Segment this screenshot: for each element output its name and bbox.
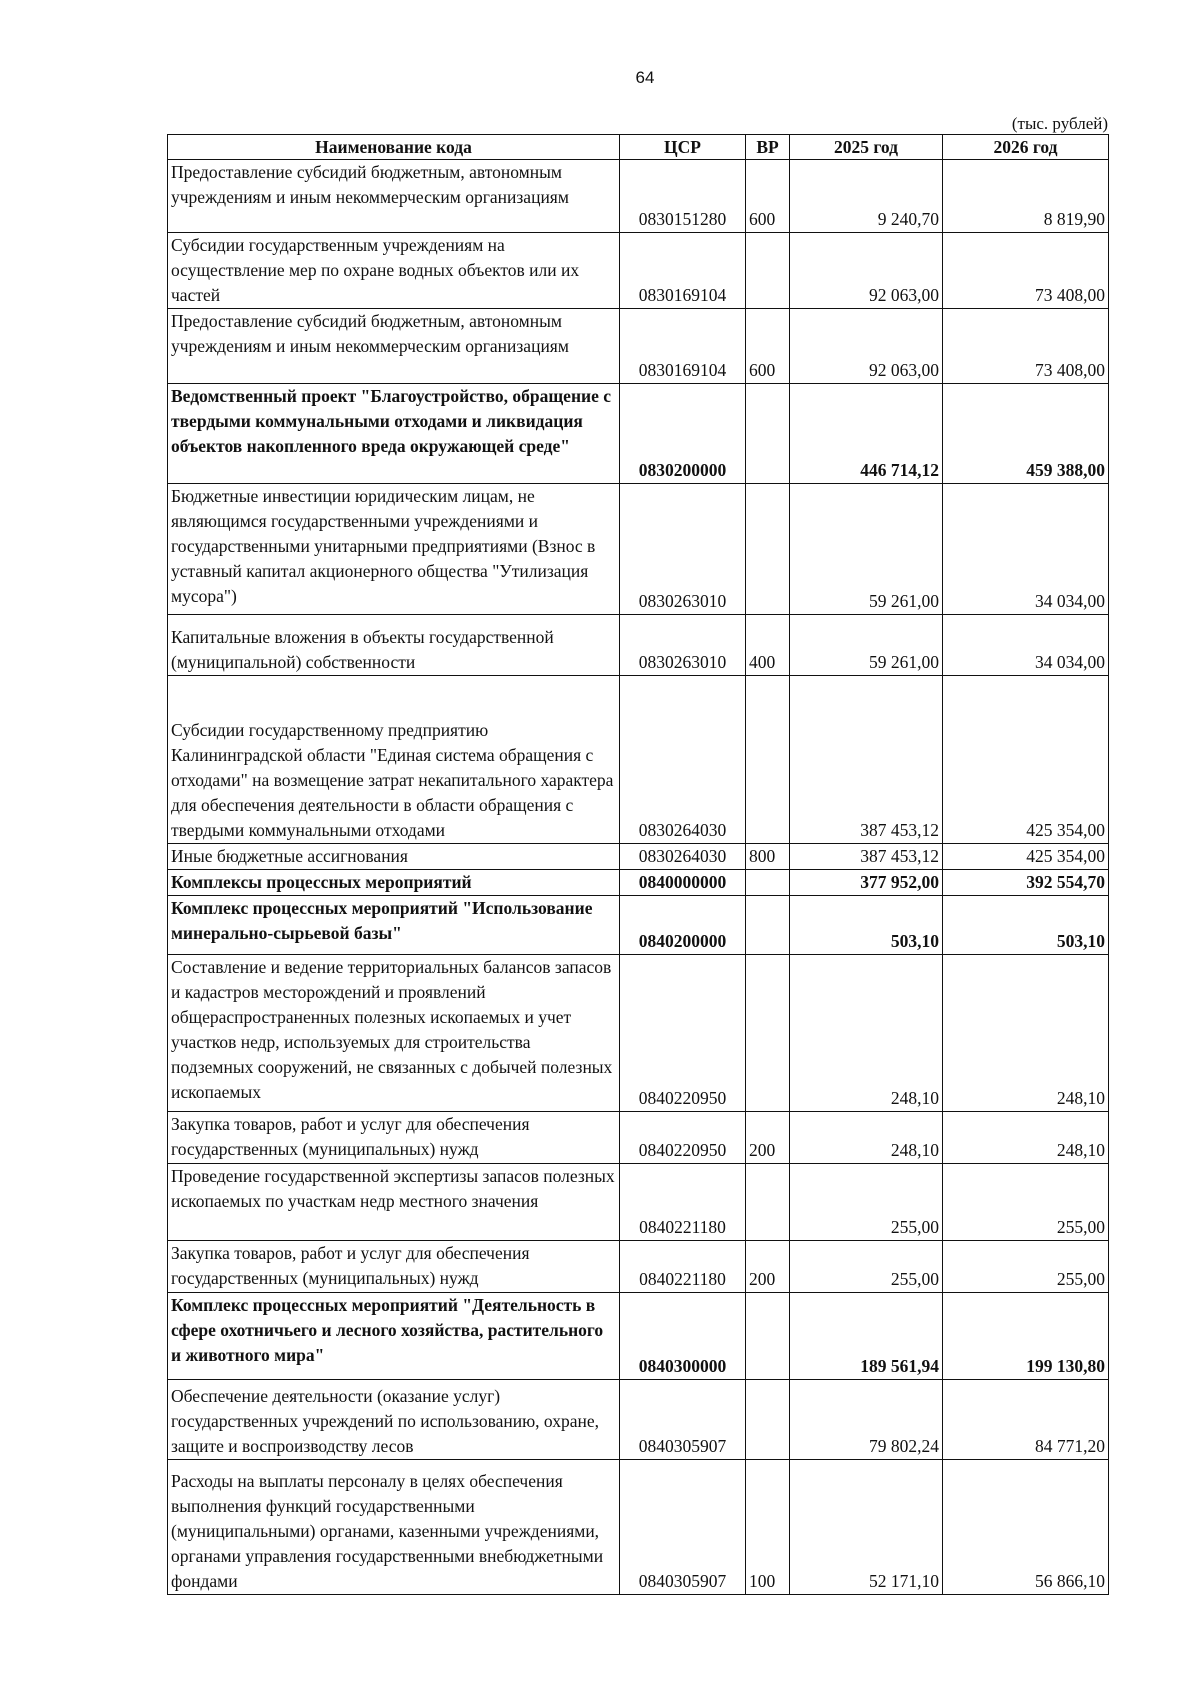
row-csr: 0840220950 <box>620 955 746 1112</box>
row-csr: 0840305907 <box>620 1460 746 1595</box>
row-2026: 34 034,00 <box>943 615 1109 676</box>
page-number: 64 <box>635 68 655 87</box>
row-vr <box>746 1164 790 1241</box>
row-csr: 0830263010 <box>620 484 746 615</box>
row-name: Проведение государственной экспертизы запасов полезных ископаемых по участкам недр местного значения <box>168 1164 620 1241</box>
row-csr: 0830264030 <box>620 676 746 844</box>
row-csr: 0840305907 <box>620 1380 746 1460</box>
row-name: Ведомственный проект "Благоустройство, обращение с твердыми коммунальными отходами и ликвидация объектов накопленного вреда окружающей среде" <box>168 384 620 484</box>
table-row <box>168 384 1109 484</box>
row-name: Закупка товаров, работ и услуг для обеспечения государственных (муниципальных) нужд <box>168 1241 620 1293</box>
row-2026: 255,00 <box>943 1164 1109 1241</box>
row-name: Бюджетные инвестиции юридическим лицам, не являющимся государственными учреждениями и государственными унитарными предприятиями (Взнос в уставный капитал акционерного общества "Утилизация мусора") <box>168 484 620 615</box>
row-name: Комплексы процессных мероприятий <box>168 870 620 896</box>
units-label: (тыс. рублей) <box>1011 114 1108 133</box>
row-name: Иные бюджетные ассигнования <box>168 844 620 870</box>
row-csr: 0830169104 <box>620 233 746 309</box>
header-2026: 2026 год <box>943 135 1109 160</box>
row-2026: 73 408,00 <box>943 233 1109 309</box>
row-csr: 0830263010 <box>620 615 746 676</box>
row-2026: 255,00 <box>943 1241 1109 1293</box>
row-2025: 59 261,00 <box>790 615 943 676</box>
budget-table <box>167 134 1109 1595</box>
header-name: Наименование кода <box>168 135 620 160</box>
row-2025: 248,10 <box>790 955 943 1112</box>
table-body <box>168 160 1109 1595</box>
row-2026: 84 771,20 <box>943 1380 1109 1460</box>
table-row <box>168 309 1109 384</box>
row-vr <box>746 1293 790 1380</box>
row-2025: 248,10 <box>790 1112 943 1164</box>
row-2026: 56 866,10 <box>943 1460 1109 1595</box>
table-row <box>168 844 1109 870</box>
table-row <box>168 484 1109 615</box>
row-csr: 0830200000 <box>620 384 746 484</box>
row-vr: 600 <box>746 160 790 233</box>
row-2026: 73 408,00 <box>943 309 1109 384</box>
row-name: Капитальные вложения в объекты государственной (муниципальной) собственности <box>168 615 620 676</box>
row-2026: 425 354,00 <box>943 676 1109 844</box>
table-row <box>168 1112 1109 1164</box>
table-row <box>168 1293 1109 1380</box>
row-2026: 425 354,00 <box>943 844 1109 870</box>
row-vr <box>746 870 790 896</box>
row-2026: 34 034,00 <box>943 484 1109 615</box>
row-2025: 189 561,94 <box>790 1293 943 1380</box>
row-2025: 255,00 <box>790 1241 943 1293</box>
row-name: Субсидии государственным учреждениям на осуществление мер по охране водных объектов или их частей <box>168 233 620 309</box>
row-2025: 387 453,12 <box>790 844 943 870</box>
row-2026: 248,10 <box>943 955 1109 1112</box>
row-vr <box>746 676 790 844</box>
row-2025: 59 261,00 <box>790 484 943 615</box>
row-csr: 0840220950 <box>620 1112 746 1164</box>
row-vr: 100 <box>746 1460 790 1595</box>
row-name: Комплекс процессных мероприятий "Использование минерально-сырьевой базы" <box>168 896 620 955</box>
row-csr: 0840221180 <box>620 1164 746 1241</box>
header-2025: 2025 год <box>790 135 943 160</box>
row-2025: 255,00 <box>790 1164 943 1241</box>
table-row <box>168 896 1109 955</box>
row-2025: 92 063,00 <box>790 309 943 384</box>
row-2025: 9 240,70 <box>790 160 943 233</box>
table-row <box>168 676 1109 844</box>
row-2025: 92 063,00 <box>790 233 943 309</box>
row-2026: 199 130,80 <box>943 1293 1109 1380</box>
row-name: Субсидии государственному предприятию Калининградской области "Единая система обращения с отходами" на возмещение затрат некапитального характера для обеспечения деятельности в области обращения с твердыми коммунальными отходами <box>168 676 620 844</box>
row-2025: 387 453,12 <box>790 676 943 844</box>
row-vr <box>746 1380 790 1460</box>
row-2025: 52 171,10 <box>790 1460 943 1595</box>
table-row <box>168 1241 1109 1293</box>
row-vr <box>746 384 790 484</box>
row-name: Предоставление субсидий бюджетным, автономным учреждениям и иным некоммерческим организациям <box>168 309 620 384</box>
row-2026: 248,10 <box>943 1112 1109 1164</box>
row-vr <box>746 896 790 955</box>
row-2025: 377 952,00 <box>790 870 943 896</box>
row-2025: 446 714,12 <box>790 384 943 484</box>
row-2025: 503,10 <box>790 896 943 955</box>
table-row <box>168 955 1109 1112</box>
row-vr: 200 <box>746 1112 790 1164</box>
table-row <box>168 160 1109 233</box>
row-vr <box>746 484 790 615</box>
row-2026: 392 554,70 <box>943 870 1109 896</box>
row-name: Закупка товаров, работ и услуг для обеспечения государственных (муниципальных) нужд <box>168 1112 620 1164</box>
row-csr: 0830169104 <box>620 309 746 384</box>
row-name: Комплекс процессных мероприятий "Деятельность в сфере охотничьего и лесного хозяйства, растительного и животного мира" <box>168 1293 620 1380</box>
table-row <box>168 1460 1109 1595</box>
row-2025: 79 802,24 <box>790 1380 943 1460</box>
row-vr <box>746 955 790 1112</box>
header-vr: ВР <box>746 135 790 160</box>
row-vr: 400 <box>746 615 790 676</box>
row-name: Предоставление субсидий бюджетным, автономным учреждениям и иным некоммерческим организациям <box>168 160 620 233</box>
row-2026: 459 388,00 <box>943 384 1109 484</box>
row-vr: 200 <box>746 1241 790 1293</box>
row-csr: 0840300000 <box>620 1293 746 1380</box>
table-row <box>168 615 1109 676</box>
row-csr: 0830151280 <box>620 160 746 233</box>
header-csr: ЦСР <box>620 135 746 160</box>
table-header-row <box>168 135 1109 160</box>
row-vr: 600 <box>746 309 790 384</box>
row-csr: 0840221180 <box>620 1241 746 1293</box>
row-csr: 0840000000 <box>620 870 746 896</box>
table-row <box>168 870 1109 896</box>
row-csr: 0840200000 <box>620 896 746 955</box>
row-csr: 0830264030 <box>620 844 746 870</box>
table-row <box>168 1380 1109 1460</box>
row-name: Составление и ведение территориальных балансов запасов и кадастров месторождений и проявлений общераспространенных полезных ископаемых и учет участков недр, используемых для строительства подземных сооружений, не связанных с добычей полезных ископаемых <box>168 955 620 1112</box>
row-vr: 800 <box>746 844 790 870</box>
row-name: Расходы на выплаты персоналу в целях обеспечения выполнения функций государственными (муниципальными) органами, казенными учреждениями, органами управления государственными внебюджетными фондами <box>168 1460 620 1595</box>
row-vr <box>746 233 790 309</box>
row-name: Обеспечение деятельности (оказание услуг) государственных учреждений по использованию, охране, защите и воспроизводству лесов <box>168 1380 620 1460</box>
table-row <box>168 233 1109 309</box>
row-2026: 503,10 <box>943 896 1109 955</box>
row-2026: 8 819,90 <box>943 160 1109 233</box>
table-row <box>168 1164 1109 1241</box>
